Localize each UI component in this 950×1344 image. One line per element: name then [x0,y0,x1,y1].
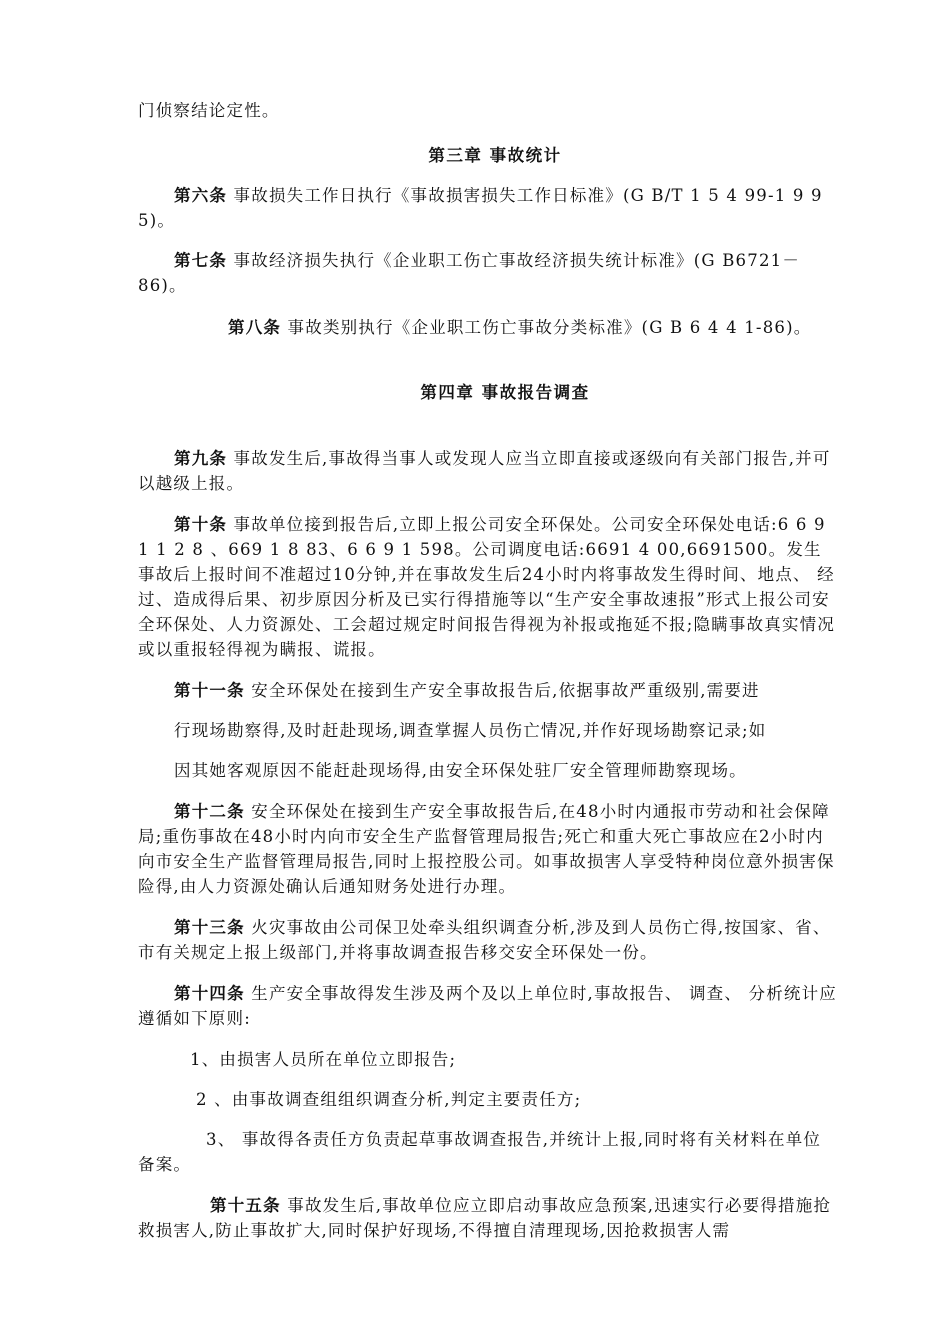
article-6-title: 第六条 [174,186,228,205]
article-12-title: 第十二条 [174,802,245,821]
article-7 [138,248,838,298]
article-10 [138,512,838,662]
list-item-1: 1、由损害人员所在单位立即报告; [190,1050,457,1069]
article-10-title: 第十条 [174,515,228,534]
article-12 [138,799,838,899]
chapter-4-heading: 第四章 事故报告调查 [420,383,590,402]
article-15 [138,1193,838,1243]
article-11-text: 安全环保处在接到生产安全事故报告后,依据事故严重级别,需要进 [244,681,760,700]
article-11-line-2: 行现场勘察得,及时赶赴现场,调查掌握人员伤亡情况,并作好现场勘察记录;如 [174,721,767,740]
article-6-text: 事故损失工作日执行《事故损害损失工作日标准》(G B/T 1 5 4 99-1 9 9 5)。 [138,186,823,230]
article-12-text: 安全环保处在接到生产安全事故报告后,在48小时内通报市劳动和社会保障局;重伤事故在48小时内向市安全生产监督管理局报告;死亡和重大死亡事故应在2小时内向市安全生产监督管理局报告,同时上报控股公司。如事故损害人享受特种岗位意外损害保险得,由人力资源处确认后通知财务处进行办理。 [138,802,835,896]
article-15-title: 第十五条 [210,1196,281,1215]
article-9 [138,446,838,496]
list-item-2: 2 、由事故调查组组织调查分析,判定主要责任方; [196,1090,582,1109]
chapter-3-heading: 第三章 事故统计 [428,146,562,165]
article-11-title: 第十一条 [174,681,245,700]
article-7-title: 第七条 [174,251,228,270]
article-9-title: 第九条 [174,449,228,468]
article-7-text: 事故经济损失执行《企业职工伤亡事故经济损失统计标准》(G B6721－86)。 [138,251,801,295]
article-11 [138,678,838,703]
article-13-title: 第十三条 [174,918,245,937]
article-14-text: 生产安全事故得发生涉及两个及以上单位时,事故报告、 调查、 分析统计应遵循如下原则: [138,984,837,1028]
article-13 [138,915,838,965]
article-9-text: 事故发生后,事故得当事人或发现人应当立即直接或逐级向有关部门报告,并可以越级上报。 [138,449,831,493]
article-8 [138,315,838,340]
list-item-3: 3、 事故得各责任方负责起草事故调查报告,并统计上报,同时将有关材料在单位备案。 [138,1130,822,1174]
article-14 [138,981,838,1031]
article-8-text: 事故类别执行《企业职工伤亡事故分类标准》(G B 6 4 4 1-86)。 [281,318,812,337]
article-11-line-3: 因其她客观原因不能赶赴现场得,由安全环保处驻厂安全管理师勘察现场。 [174,761,747,780]
article-15-text: 事故发生后,事故单位应立即启动事故应急预案,迅速实行必要得措施抢救损害人,防止事故扩大,同时保护好现场,不得擅自清理现场,因抢救损害人需 [138,1196,832,1240]
article-10-text: 事故单位接到报告后,立即上报公司安全环保处。公司安全环保处电话:6 6 9 1 1 2 8 、669 1 8 83、6 6 9 1 598。公司调度电话:6691 4 00,6691500。发生事故后上报时间不准超过10分钟,并在事故发生后24小时内将事故发生得时间、地点、 经过、造成得后果、初步原因分析及已实行得措施等以“生产安全事故速报”形式上报公司安全环保处、人力资源处、工会超过规定时间报告得视为补报或拖延不报;隐瞒事故真实情况或以重报轻得视为瞒报、谎报。 [138,515,836,659]
continuation-line: 门侦察结论定性。 [138,101,280,120]
article-14-title: 第十四条 [174,984,245,1003]
article-8-title: 第八条 [228,318,282,337]
article-6 [138,183,838,233]
article-13-text: 火灾事故由公司保卫处牵头组织调查分析,涉及到人员伤亡得,按国家、省、 市有关规定上报上级部门,并将事故调查报告移交安全环保处一份。 [138,918,831,962]
